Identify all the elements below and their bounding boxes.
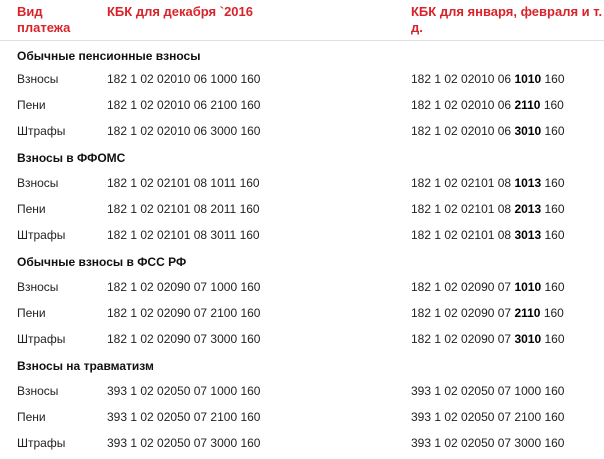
row-name: Взносы (17, 280, 59, 294)
kbk-new: 182 1 02 02010 06 1010 160 (411, 72, 565, 86)
header-kbk-december: КБК для декабря `2016 (107, 4, 253, 19)
kbk-old: 182 1 02 02101 08 2011 160 (107, 202, 260, 216)
kbk-new: 182 1 02 02101 08 1013 160 (411, 176, 565, 190)
kbk-old: 182 1 02 02101 08 3011 160 (107, 228, 260, 242)
table-row (0, 72, 604, 90)
kbk-old: 393 1 02 02050 07 3000 160 (107, 436, 261, 450)
kbk-old: 393 1 02 02050 07 1000 160 (107, 384, 261, 398)
row-name: Взносы (17, 72, 59, 86)
table-row (0, 436, 604, 454)
table-row (0, 410, 604, 428)
table-row (0, 124, 604, 142)
header-divider (0, 40, 604, 41)
section-title: Взносы в ФФОМС (17, 151, 126, 165)
kbk-new: 182 1 02 02090 07 3010 160 (411, 332, 565, 346)
row-name: Пени (17, 98, 46, 112)
kbk-old: 182 1 02 02090 07 1000 160 (107, 280, 261, 294)
row-name: Пени (17, 202, 46, 216)
table-row (0, 98, 604, 116)
kbk-new: 393 1 02 02050 07 2100 160 (411, 410, 565, 424)
header-payment-type: Вид платежа (17, 4, 71, 35)
row-name: Взносы (17, 384, 59, 398)
kbk-old: 182 1 02 02090 07 3000 160 (107, 332, 261, 346)
table-row (0, 228, 604, 246)
kbk-new: 182 1 02 02010 06 3010 160 (411, 124, 565, 138)
section-title: Обычные пенсионные взносы (17, 49, 201, 63)
kbk-new: 182 1 02 02090 07 1010 160 (411, 280, 565, 294)
kbk-new: 182 1 02 02010 06 2110 160 (411, 98, 564, 112)
table-row (0, 332, 604, 350)
header-kbk-january: КБК для января, февраля и т. д. (411, 4, 603, 35)
kbk-old: 182 1 02 02010 06 3000 160 (107, 124, 261, 138)
kbk-new: 182 1 02 02090 07 2110 160 (411, 306, 564, 320)
kbk-new: 182 1 02 02101 08 3013 160 (411, 228, 565, 242)
kbk-new: 393 1 02 02050 07 1000 160 (411, 384, 565, 398)
kbk-new: 182 1 02 02101 08 2013 160 (411, 202, 565, 216)
row-name: Штрафы (17, 124, 66, 138)
kbk-old: 182 1 02 02010 06 1000 160 (107, 72, 261, 86)
row-name: Пени (17, 410, 46, 424)
kbk-old: 182 1 02 02101 08 1011 160 (107, 176, 260, 190)
row-name: Штрафы (17, 228, 66, 242)
row-name: Пени (17, 306, 46, 320)
table-row (0, 384, 604, 402)
section-title: Взносы на травматизм (17, 359, 154, 373)
kbk-new: 393 1 02 02050 07 3000 160 (411, 436, 565, 450)
kbk-old: 182 1 02 02090 07 2100 160 (107, 306, 261, 320)
table-row (0, 202, 604, 220)
row-name: Штрафы (17, 436, 66, 450)
kbk-old: 393 1 02 02050 07 2100 160 (107, 410, 261, 424)
row-name: Взносы (17, 176, 59, 190)
section-title: Обычные взносы в ФСС РФ (17, 255, 187, 269)
table-row (0, 176, 604, 194)
table-row (0, 306, 604, 324)
table-row (0, 280, 604, 298)
table-header (0, 0, 604, 38)
row-name: Штрафы (17, 332, 66, 346)
kbk-old: 182 1 02 02010 06 2100 160 (107, 98, 261, 112)
